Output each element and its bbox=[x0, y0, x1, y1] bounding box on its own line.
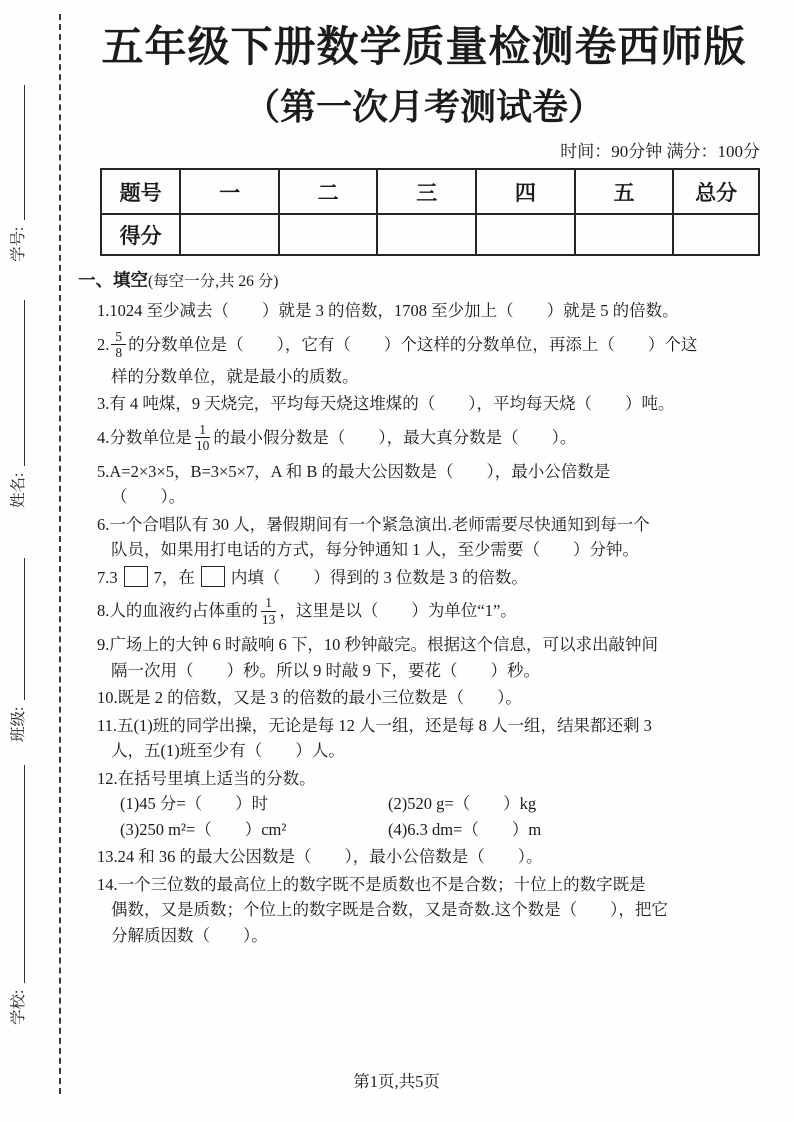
page-number: 第1页,共5页 bbox=[353, 1072, 440, 1091]
question-3 bbox=[78, 391, 770, 417]
header-cell-4: 四 bbox=[476, 169, 575, 214]
fraction-5-8 bbox=[111, 329, 126, 361]
fraction-1-10 bbox=[194, 422, 212, 454]
question-9-line2: 隔一次用（ ）秒。所以 9 时敲 9 下，要花（ ）秒。 bbox=[111, 660, 540, 680]
question-2 bbox=[78, 326, 770, 390]
question-8-post: ，这里是以（ ）为单位“1”。 bbox=[279, 601, 517, 621]
fraction-denominator: 13 bbox=[261, 611, 276, 627]
score-cell-1 bbox=[180, 214, 279, 255]
school-label: 学校: bbox=[10, 989, 27, 1025]
fraction-numerator: 1 bbox=[261, 595, 276, 612]
header-cell-2: 二 bbox=[279, 169, 378, 214]
blank-box bbox=[201, 566, 225, 587]
question-2-post: 的分数单位是（ ），它有（ ）个这样的分数单位，再添上（ ）个这 bbox=[128, 334, 698, 354]
question-12-row2 bbox=[78, 817, 770, 843]
header-cell-total: 总分 bbox=[673, 169, 759, 214]
question-4-pre: 4.分数单位是 bbox=[97, 427, 192, 447]
question-7-line1 bbox=[78, 565, 770, 591]
page-title: 五年级下册数学质量检测卷西师版 bbox=[101, 25, 747, 71]
score-cell-total bbox=[673, 214, 759, 255]
fraction-denominator: 8 bbox=[115, 345, 123, 361]
question-14-line3: 分解质因数（ ）。 bbox=[111, 925, 268, 945]
score-cell-3 bbox=[377, 214, 476, 255]
question-6 bbox=[78, 512, 770, 563]
main-column bbox=[78, 22, 770, 948]
question-10 bbox=[78, 685, 770, 711]
question-11 bbox=[78, 713, 770, 764]
question-5 bbox=[78, 459, 770, 510]
name-write-line bbox=[9, 300, 26, 466]
question-12-row1 bbox=[78, 791, 770, 817]
header-cell-tihao: 题号 bbox=[101, 169, 180, 214]
student-id-write-line bbox=[9, 85, 26, 220]
question-4 bbox=[78, 419, 770, 457]
dashed-cut-line bbox=[59, 14, 61, 1094]
question-6-line1: 6.一个合唱队有 30 人，暑假期间有一个紧急演出.老师需要尽快通知到每一个 bbox=[97, 514, 650, 534]
question-4-line1 bbox=[78, 419, 770, 457]
question-12-head: 12.在括号里填上适当的分数。 bbox=[97, 768, 316, 788]
question-3-text: 3.有 4 吨煤，9 天烧完，平均每天烧这堆煤的（ ），平均每天烧（ ）吨。 bbox=[97, 394, 675, 414]
question-1 bbox=[78, 298, 770, 324]
fraction-numerator: 1 bbox=[195, 422, 210, 439]
score-table bbox=[100, 168, 760, 256]
question-7-mid: 7，在 bbox=[153, 567, 195, 587]
question-1-text: 1.1024 至少减去（ ）就是 3 的倍数，1708 至少加上（ ）就是 5 的倍数。 bbox=[97, 301, 679, 320]
section-one-title: 一、填空 bbox=[78, 270, 148, 290]
student-id-field bbox=[4, 85, 30, 262]
name-label: 姓名: bbox=[10, 472, 27, 508]
section-one-heading bbox=[78, 269, 770, 293]
blank-box bbox=[124, 566, 148, 587]
class-label: 班级: bbox=[10, 706, 27, 742]
question-7-post: 内填（ ）得到的 3 位数是 3 的倍数。 bbox=[230, 567, 528, 587]
question-9 bbox=[78, 632, 770, 683]
question-12 bbox=[78, 766, 770, 843]
question-12-item-1: (1)45 分=（ ）时 bbox=[120, 794, 269, 814]
question-14 bbox=[78, 872, 770, 949]
fraction-denominator: 10 bbox=[195, 438, 210, 454]
question-12-item-3: (3)250 m²=（ ）cm² bbox=[120, 819, 287, 839]
question-12-item-4: (4)6.3 dm=（ ）m bbox=[388, 819, 542, 839]
question-8 bbox=[78, 592, 770, 630]
score-table-score-row bbox=[101, 214, 759, 255]
question-11-line2: 人，五(1)班至少有（ ）人。 bbox=[111, 741, 345, 761]
score-cell-4 bbox=[476, 214, 575, 255]
fraction-numerator: 5 bbox=[111, 329, 126, 346]
question-14-line2: 偶数，又是质数；个位上的数字既是合数，又是奇数.这个数是（ ），把它 bbox=[111, 900, 668, 920]
question-13 bbox=[78, 844, 770, 870]
score-cell-2 bbox=[279, 214, 378, 255]
question-2-line2: 样的分数单位，就是最小的质数。 bbox=[111, 366, 359, 386]
question-13-text: 13.24 和 36 的最大公因数是（ ），最小公倍数是（ ）。 bbox=[97, 847, 543, 867]
header-cell-3: 三 bbox=[377, 169, 476, 214]
question-12-item-2: (2)520 g=（ ）kg bbox=[388, 794, 537, 814]
time-score-line: 时间：90分钟 满分：100分 bbox=[560, 142, 760, 161]
question-7 bbox=[78, 565, 770, 591]
question-list bbox=[78, 298, 770, 948]
question-6-line2: 队员，如果用打电话的方式，每分钟通知 1 人，至少需要（ ）分钟。 bbox=[111, 540, 639, 560]
score-row-label: 得分 bbox=[101, 214, 180, 255]
class-field bbox=[4, 558, 30, 742]
question-5-line1: 5.A=2×3×5，B=3×5×7，A 和 B 的最大公因数是（ ），最小公倍数是 bbox=[97, 461, 611, 481]
question-11-line1: 11.五(1)班的同学出操，无论是每 12 人一组，还是每 8 人一组，结果都还剩 3 bbox=[97, 715, 652, 735]
student-id-label: 学号: bbox=[10, 226, 27, 262]
score-table-header-row bbox=[101, 169, 759, 214]
question-2-line1 bbox=[78, 326, 770, 364]
page-subtitle: （第一次月考测试卷） bbox=[243, 87, 604, 127]
question-5-line2: （ ）。 bbox=[111, 487, 186, 507]
question-8-pre: 8.人的血液约占体重的 bbox=[97, 601, 258, 621]
school-field bbox=[4, 765, 30, 1025]
section-one-note: (每空一分,共 26 分) bbox=[148, 273, 279, 290]
question-14-line1: 14.一个三位数的最高位上的数字既不是质数也不是合数；十位上的数字既是 bbox=[97, 874, 646, 894]
question-9-line1: 9.广场上的大钟 6 时敲响 6 下，10 秒钟敲完。根据这个信息，可以求出敲钟间 bbox=[97, 635, 658, 655]
score-cell-5 bbox=[575, 214, 674, 255]
question-8-line1 bbox=[78, 592, 770, 630]
question-7-pre: 7.3 bbox=[97, 567, 118, 587]
class-write-line bbox=[9, 558, 26, 700]
school-write-line bbox=[9, 765, 26, 983]
question-4-post: 的最小假分数是（ ），最大真分数是（ ）。 bbox=[213, 427, 577, 447]
fraction-1-13 bbox=[260, 595, 278, 627]
question-10-text: 10.既是 2 的倍数，又是 3 的倍数的最小三位数是（ ）。 bbox=[97, 688, 522, 708]
header-cell-5: 五 bbox=[575, 169, 674, 214]
header-cell-1: 一 bbox=[180, 169, 279, 214]
question-2-pre: 2. bbox=[97, 334, 110, 354]
name-field bbox=[4, 300, 30, 508]
